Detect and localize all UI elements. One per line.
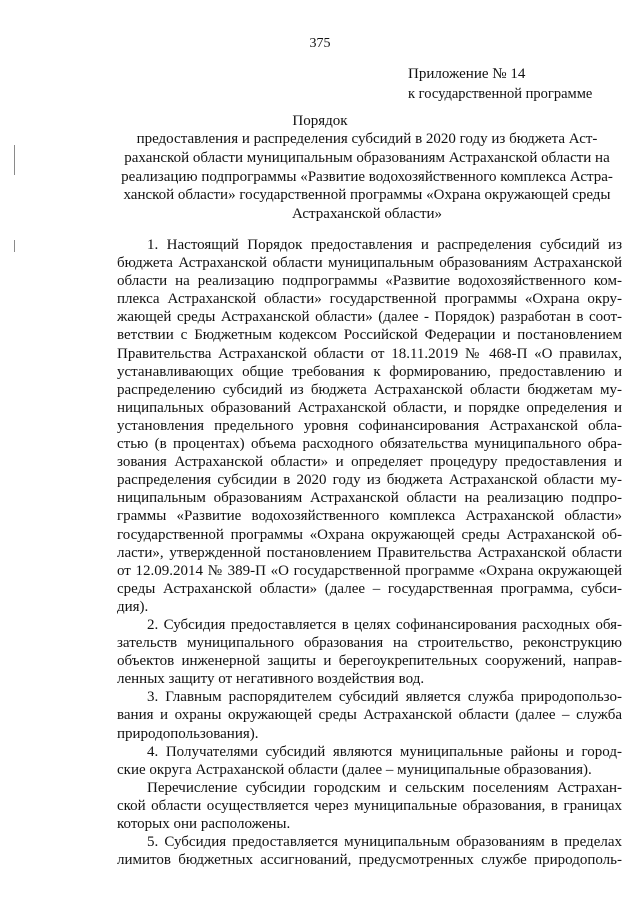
scan-margin-mark <box>14 145 15 175</box>
body-line: лимитов бюджетных ассигнований, предусмотренных службе природополь- <box>117 852 622 869</box>
body-line: ветствии с Бюджетным кодексом Российской Федерации и постановлением <box>117 327 622 344</box>
body-line: жающей среды Астраханской области» (далее - Порядок) разработан в соот- <box>117 309 622 326</box>
document-title: Порядок <box>292 113 348 129</box>
body-line: вания и охраны окружающей среды Астраханской области (далее – служба <box>117 707 622 724</box>
body-line: природопользования). <box>117 725 259 742</box>
appendix-number: Приложение № 14 <box>408 66 526 82</box>
body-line: 5. Субсидия предоставляется муниципальным образованиям в пределах <box>147 834 622 851</box>
body-line: 1. Настоящий Порядок предоставления и распределения субсидий из <box>147 237 622 253</box>
body-line: стью (в процентах) объема расходного обязательства муниципального обра- <box>117 436 622 453</box>
body-line: объектов инженерной защиты и берегоукрепительных сооружений, направ- <box>117 653 622 670</box>
appendix-reference: к государственной программе <box>408 86 593 102</box>
body-line: ленных защиту от негативного воздействия вод. <box>117 671 425 688</box>
subtitle-line: Астраханской области» <box>291 206 443 223</box>
body-line: среды Астраханской области» (далее – государственная программа, субси- <box>117 580 622 597</box>
body-line: зательств муниципального образования на строительство, реконструкцию <box>117 635 622 652</box>
appendix-header <box>408 64 592 104</box>
document-subtitle <box>112 130 622 224</box>
body-line: Правительства Астраханской области от 18.11.2019 № 468-П «О правилах, <box>117 345 622 362</box>
subtitle-line: предоставления и распределения субсидий в 2020 году из бюджета Аст- <box>136 131 598 147</box>
page-number: 375 <box>309 36 331 51</box>
body-line: ниципальным образованиям Астраханской области на реализацию подпро- <box>117 490 622 507</box>
body-line: 3. Главным распорядителем субсидий является служба природопользо- <box>147 689 622 706</box>
body-line: зования Астраханской области» и определяет процедуру предоставления и <box>117 454 622 471</box>
body-line: которых они расположены. <box>117 816 291 832</box>
body-line: ские округа Астраханской области (далее – муниципальные образования). <box>117 761 592 778</box>
subtitle-line: реализацию подпрограммы «Развитие водохозяйственного комплекса Астра- <box>121 168 613 185</box>
body-line: распределения субсидии в 2020 году из бюджета Астраханской области му- <box>117 472 622 489</box>
body-line: распределению субсидий из бюджета Астраханской области бюджетам му- <box>117 381 622 398</box>
body-line: ской области осуществляется через муниципальные образования, в границах <box>117 797 622 814</box>
subtitle-line: раханской области муниципальным образованиям Астраханской области на <box>124 149 610 166</box>
body-line: 4. Получателями субсидий являются муниципальные районы и город- <box>147 743 622 760</box>
document-body <box>117 236 622 869</box>
body-line: области на реализацию подпрограммы «Развитие водохозяйственного ком- <box>117 273 622 290</box>
body-line: Перечисление субсидии городским и сельским поселениям Астрахан- <box>147 779 622 796</box>
body-line: граммы «Развитие водохозяйственного комплекса Астраханской области» <box>117 508 622 525</box>
body-line: плекса Астраханской области» государственной программы «Охрана окру- <box>117 291 622 308</box>
body-line: 2. Субсидия предоставляется в целях софинансирования расходных обя- <box>147 616 622 633</box>
body-line: установления предельного уровня софинансирования Астраханской обла- <box>117 417 622 434</box>
body-line: от 12.09.2014 № 389-П «О государственной программе «Охрана окружающей <box>117 562 622 579</box>
body-line: устанавливающих общие требования к формированию, предоставлению и <box>117 363 622 380</box>
body-line: ласти», утвержденной постановлением Правительства Астраханской области <box>117 544 622 561</box>
body-line: дия). <box>117 598 149 615</box>
subtitle-line: ханской области» государственной программы «Охрана окружающей среды <box>123 187 611 204</box>
body-line: государственной программы «Охрана окружающей среды Астраханской об- <box>117 526 622 543</box>
scan-margin-mark <box>14 240 15 252</box>
body-line: бюджета Астраханской области муниципальным образованиям Астраханской <box>117 255 622 272</box>
body-line: ниципальных образований Астраханской области, и порядке определения и <box>117 399 622 416</box>
